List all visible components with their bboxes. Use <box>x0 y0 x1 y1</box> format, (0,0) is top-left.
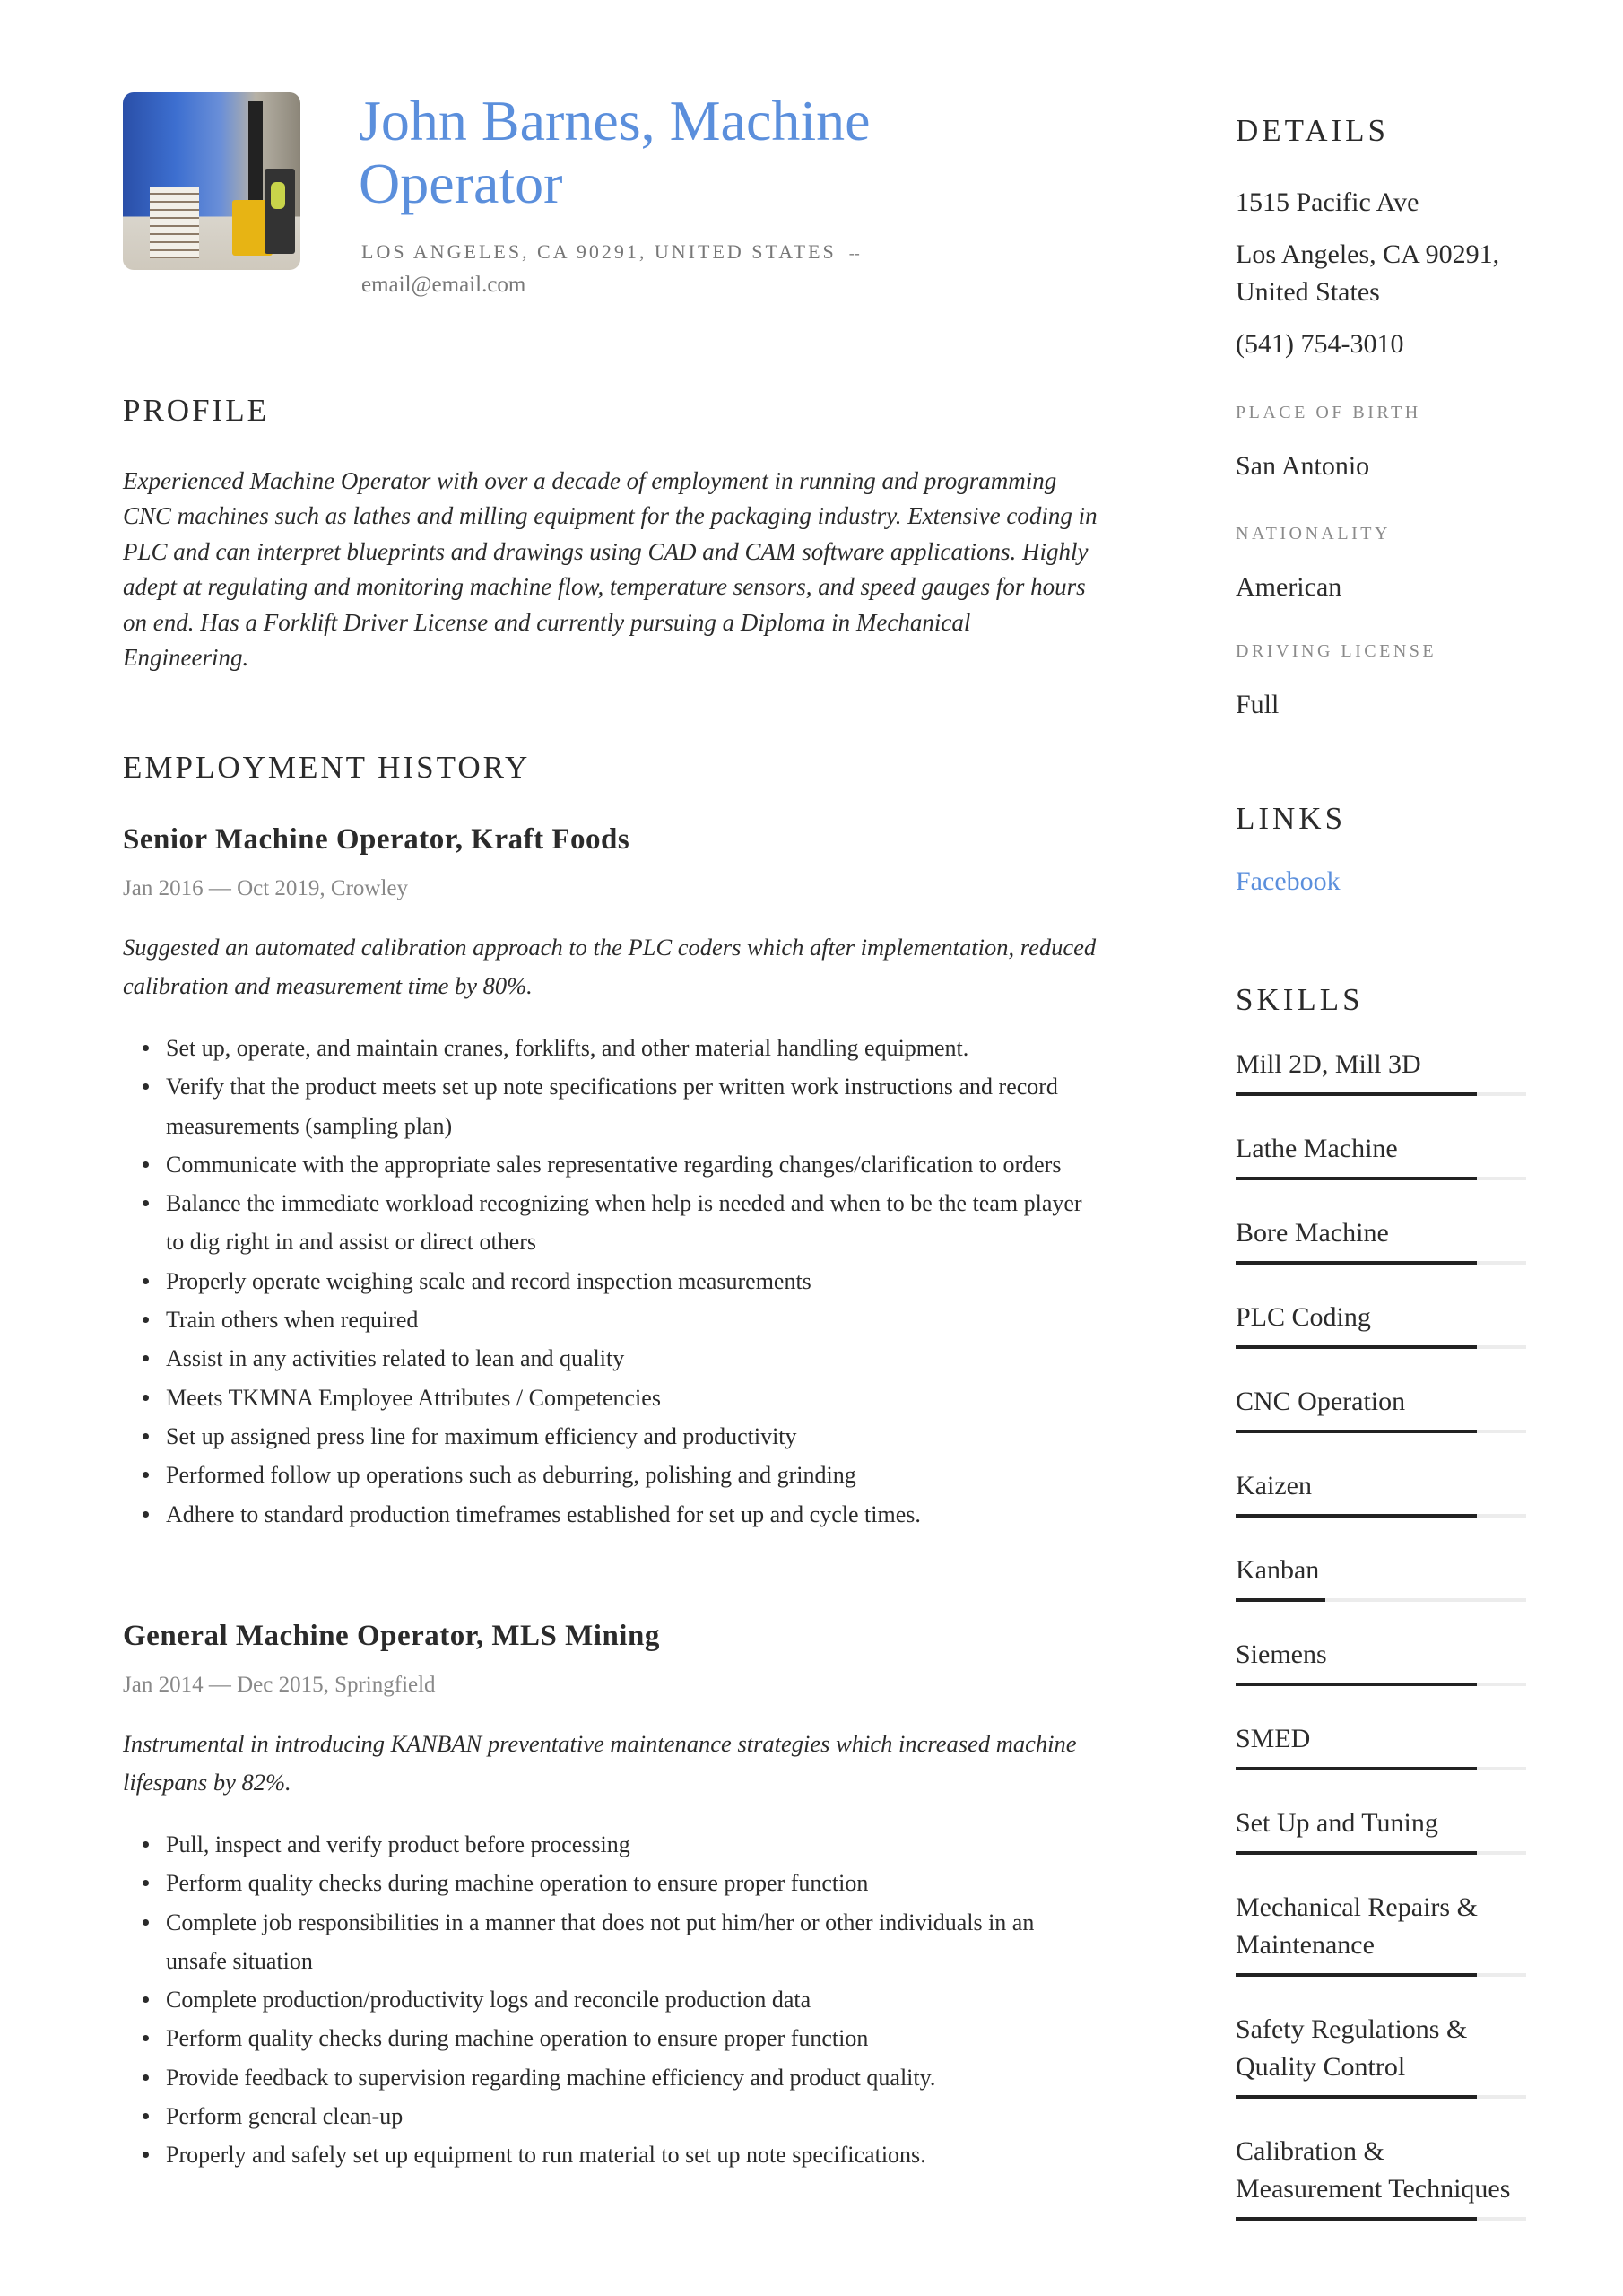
job-bullet: Set up assigned press line for maximum efficiency and productivity <box>123 1417 1082 1456</box>
skill-level-bar <box>1236 1767 1526 1770</box>
location-text: LOS ANGELES, CA 90291, UNITED STATES <box>361 240 837 263</box>
profile-heading: PROFILE <box>123 393 269 428</box>
job-title: General Machine Operator, MLS Mining <box>123 1620 660 1652</box>
job-bullet: Complete production/productivity logs and reconcile production data <box>123 1980 1082 2019</box>
skill-item <box>1236 1295 1532 1349</box>
name-line-1: John Barnes, Machine <box>359 89 871 152</box>
skill-item <box>1236 1717 1532 1770</box>
driving-license-value: Full <box>1236 690 1280 719</box>
skill-item <box>1236 2007 1532 2099</box>
skills-list <box>1236 1042 1532 2251</box>
details-address-line1: 1515 Pacific Ave <box>1236 187 1419 217</box>
location-separator: -- <box>848 244 860 262</box>
skill-item <box>1236 1126 1532 1180</box>
job-entry-2 <box>123 1620 1100 2175</box>
job-bullet: Meets TKMNA Employee Attributes / Competencies <box>123 1378 1082 1417</box>
place-of-birth-value: San Antonio <box>1236 451 1370 481</box>
job-bullet: Communicate with the appropriate sales representative regarding changes/clarification to orders <box>123 1145 1082 1184</box>
skill-level-fill <box>1236 1851 1477 1855</box>
job-bullet: Balance the immediate workload recognizing when help is needed and when to be the team player to dig right in and assist or direct others <box>123 1184 1082 1262</box>
skill-level-fill <box>1236 2217 1477 2221</box>
profile-text: Experienced Machine Operator with over a decade of employment in running and programming CNC machines such as lathes and milling equipment for the packaging industry. Extensive coding in PLC and can interpret blueprints and drawings using CAD and CAM software applications. Highly adept at regulating and monitoring machine flow, temperature sensors, and speed gauges for hours on end. Has a Forklift Driver License and currently pursuing a Diploma in Mechanical Engineering. <box>123 467 1098 672</box>
skill-item <box>1236 1464 1532 1518</box>
photo-driver <box>271 182 285 209</box>
skill-item <box>1236 1042 1532 1096</box>
skill-level-bar <box>1236 1345 1526 1349</box>
name-line-2: Operator <box>359 152 563 215</box>
job-bullet: Properly and safely set up equipment to run material to set up note specifications. <box>123 2135 1082 2174</box>
skill-name: Siemens <box>1236 1639 1327 1669</box>
job-summary: Instrumental in introducing KANBAN preventative maintenance strategies which increased machine lifespans by 82%. <box>123 1730 1077 1796</box>
skill-name: Mill 2D, Mill 3D <box>1236 1049 1421 1079</box>
job-bullet: Adhere to standard production timeframes established for set up and cycle times. <box>123 1495 1082 1534</box>
skill-level-fill <box>1236 1345 1477 1349</box>
skill-level-bar <box>1236 1851 1526 1855</box>
skill-name: Set Up and Tuning <box>1236 1808 1438 1838</box>
skill-level-fill <box>1236 2095 1477 2099</box>
skill-name: PLC Coding <box>1236 1302 1371 1332</box>
details-phone[interactable]: (541) 754-3010 <box>1236 329 1404 359</box>
skill-name: Kanban <box>1236 1555 1320 1585</box>
skill-level-fill <box>1236 1261 1477 1265</box>
nationality-label: NATIONALITY <box>1236 524 1391 544</box>
driving-license-label: DRIVING LICENSE <box>1236 641 1437 661</box>
job-bullet: Pull, inspect and verify product before processing <box>123 1825 1082 1864</box>
job-bullet: Verify that the product meets set up note specifications per written work instructions and record measurements (sampling plan) <box>123 1067 1082 1145</box>
header-email[interactable]: email@email.com <box>361 273 526 297</box>
job-bullets <box>123 1825 1082 2175</box>
job-title: Senior Machine Operator, Kraft Foods <box>123 823 630 856</box>
links-heading: LINKS <box>1236 801 1347 836</box>
skill-item <box>1236 2129 1532 2221</box>
job-bullet: Assist in any activities related to lean and quality <box>123 1339 1082 1378</box>
skill-level-fill <box>1236 1973 1477 1977</box>
employment-heading: EMPLOYMENT HISTORY <box>123 750 531 785</box>
job-bullets <box>123 1029 1082 1534</box>
header-location <box>361 240 860 264</box>
facebook-link[interactable]: Facebook <box>1236 866 1341 896</box>
skill-name: Safety Regulations & Quality Control <box>1236 2014 1468 2082</box>
skill-level-bar <box>1236 2095 1526 2099</box>
skill-name: Bore Machine <box>1236 1218 1389 1248</box>
skill-name: SMED <box>1236 1724 1311 1753</box>
skill-level-bar <box>1236 2217 1526 2221</box>
job-entry-1 <box>123 823 1100 1534</box>
nationality-value: American <box>1236 572 1342 602</box>
job-dates: Jan 2014 — Dec 2015, Springfield <box>123 1673 436 1697</box>
skill-level-fill <box>1236 1177 1477 1180</box>
skill-level-bar <box>1236 1261 1526 1265</box>
skill-name: CNC Operation <box>1236 1387 1406 1416</box>
skill-level-fill <box>1236 1767 1477 1770</box>
skill-level-bar <box>1236 1514 1526 1518</box>
job-bullet: Perform general clean-up <box>123 2097 1082 2135</box>
skill-level-bar <box>1236 1092 1526 1096</box>
skill-item <box>1236 1379 1532 1433</box>
job-bullet: Set up, operate, and maintain cranes, forklifts, and other material handling equipment. <box>123 1029 1082 1067</box>
skill-level-fill <box>1236 1430 1477 1433</box>
skills-heading: SKILLS <box>1236 982 1364 1017</box>
candidate-name <box>359 90 915 215</box>
job-bullet: Performed follow up operations such as deburring, polishing and grinding <box>123 1456 1082 1494</box>
photo-pallet-stack <box>150 187 199 258</box>
skill-level-bar <box>1236 1683 1526 1686</box>
skill-item <box>1236 1548 1532 1602</box>
skill-name: Lathe Machine <box>1236 1134 1398 1163</box>
skill-item <box>1236 1801 1532 1855</box>
skill-level-bar <box>1236 1598 1526 1602</box>
job-summary: Suggested an automated calibration approach to the PLC coders which after implementation, reduced calibration and measurement time by 80%. <box>123 934 1097 999</box>
skill-level-fill <box>1236 1598 1325 1602</box>
skill-name: Calibration & Measurement Techniques <box>1236 2136 1511 2204</box>
skill-name: Kaizen <box>1236 1471 1312 1500</box>
job-bullet: Perform quality checks during machine operation to ensure proper function <box>123 2019 1082 2057</box>
job-dates: Jan 2016 — Oct 2019, Crowley <box>123 876 409 900</box>
skill-item <box>1236 1885 1532 1977</box>
job-bullet: Complete job responsibilities in a manner that does not put him/her or other individuals in an unsafe situation <box>123 1903 1082 1981</box>
skill-level-bar <box>1236 1973 1526 1977</box>
skill-level-fill <box>1236 1092 1477 1096</box>
skill-level-bar <box>1236 1430 1526 1433</box>
skill-name: Mechanical Repairs & Maintenance <box>1236 1892 1478 1960</box>
job-bullet: Train others when required <box>123 1300 1082 1339</box>
skill-item <box>1236 1632 1532 1686</box>
skill-level-bar <box>1236 1177 1526 1180</box>
skill-level-fill <box>1236 1683 1477 1686</box>
details-address-line2: Los Angeles, CA 90291, United States <box>1236 239 1500 307</box>
profile-photo <box>123 92 300 270</box>
place-of-birth-label: PLACE OF BIRTH <box>1236 403 1421 422</box>
job-bullet: Perform quality checks during machine operation to ensure proper function <box>123 1864 1082 1902</box>
skill-item <box>1236 1211 1532 1265</box>
job-bullet: Provide feedback to supervision regarding machine efficiency and product quality. <box>123 2058 1082 2097</box>
details-heading: DETAILS <box>1236 113 1390 148</box>
job-bullet: Properly operate weighing scale and record inspection measurements <box>123 1262 1082 1300</box>
skill-level-fill <box>1236 1514 1477 1518</box>
